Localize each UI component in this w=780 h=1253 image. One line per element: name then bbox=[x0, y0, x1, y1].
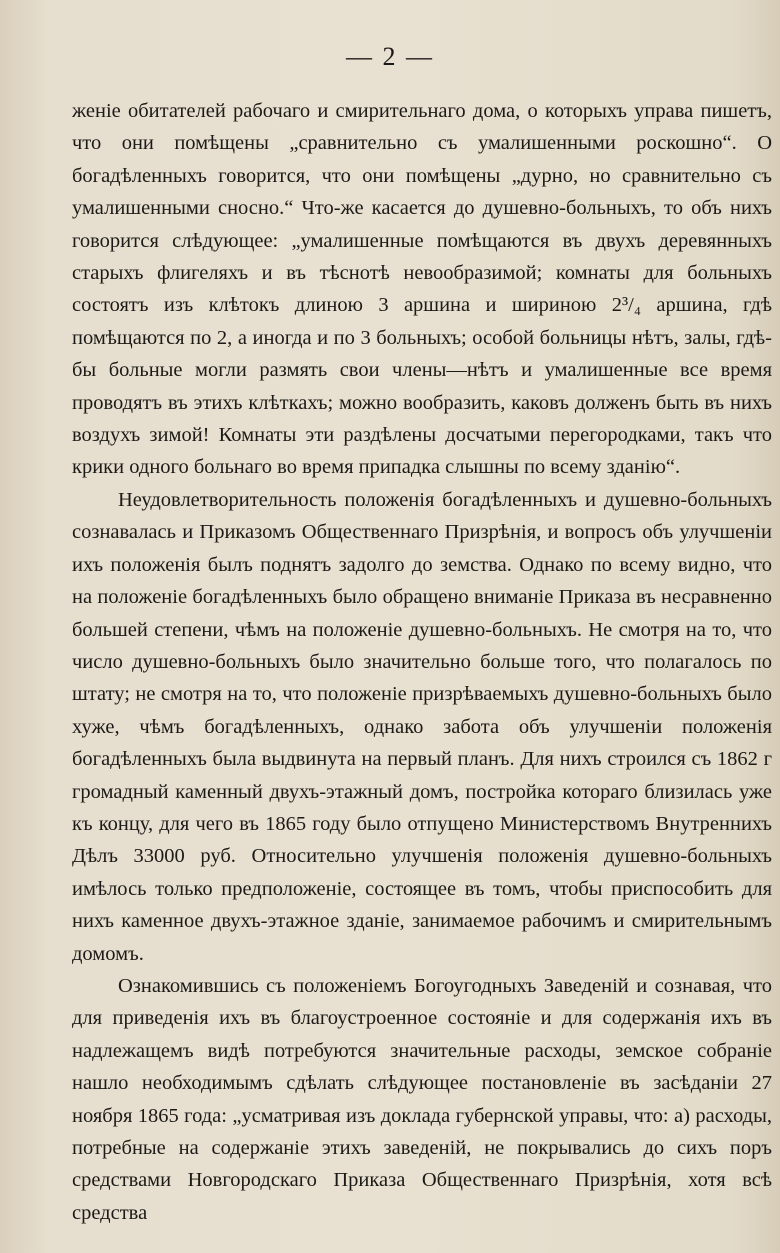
page-number: — 2 — bbox=[346, 42, 434, 71]
paragraph: Ознакомившись съ положеніемъ Богоугодныхъ Заведеній и сознавая, что для приведенія ихъ въ благоустроенное состояніе и для содержанія ихъ въ надлежащемъ видѣ потребуются значительные расходы, земское собраніе нашло необходимымъ сдѣлать слѣдующее постановленіе въ засѣданіи 27 ноября 1865 года: „усматривая изъ доклада губернской управы, что: а) расходы, потребные на содержаніе этихъ заведеній, не покрывались до сихъ поръ средствами Новгородскаго Приказа Общественнаго Призрѣнія, хотя всѣ средства bbox=[72, 974, 772, 1224]
paragraph: женіе обитателей рабочаго и смирительнаго дома, о которыхъ управа пишетъ, что они помѣщены „сравнительно съ умалишенными роскошно“. О богадѣленныхъ говорится, что они помѣщены „дурно, но сравнительно съ умалишенными сносно.“ Что-же касается до душевно-больныхъ, то объ нихъ говорится слѣдующее: „умалишенные помѣщаются въ двухъ деревянныхъ старыхъ флигеляхъ и въ тѣснотѣ невообразимой; комнаты для больныхъ состоятъ изъ клѣтокъ длиною 3 аршина и шириною 2³/₄ аршина, гдѣ помѣщаются по 2, а иногда и по 3 больныхъ; особой больницы нѣтъ, залы, гдѣ-бы больные могли размять свои члены—нѣтъ и умалишенные все время проводятъ въ этихъ клѣткахъ; можно вообразить, каковъ долженъ быть въ нихъ воздухъ зимой! Комнаты эти раздѣлены досчатыми перегородками, такъ что крики одного больнаго во время припадка слышны по всему зданію“. bbox=[72, 100, 772, 479]
paragraph: Неудовлетворительность положенія богадѣленныхъ и душевно-больныхъ сознавалась и Приказомъ Общественнаго Призрѣнія, и вопросъ объ улучшеніи ихъ положенія былъ поднятъ задолго до земства. Однако по всему видно, что на положеніе богадѣленныхъ было обращено вниманіе Приказа въ несравненно большей степени, чѣмъ на положеніе душевно-больныхъ. Не смотря на то, что число душевно-больныхъ было значительно больше того, что полагалось по штату; не смотря на то, что положеніе призрѣваемыхъ душевно-больныхъ было хуже, чѣмъ богадѣленныхъ, однако забота объ улучшеніи положенія богадѣленныхъ была выдвинута на первый планъ. Для нихъ строился съ 1862 г громадный каменный двухъ-этажный домъ, постройка котораго близилась уже къ концу, для чего въ 1865 году было отпущено Министерствомъ Внутреннихъ Дѣлъ 33000 руб. Относительно улучшенія положенія душевно-больныхъ имѣлось только предположеніе, состоящее въ томъ, чтобы приспособить для нихъ каменное двухъ-этажное зданіе, занимаемое рабочимъ и смирительнымъ домомъ. bbox=[72, 488, 772, 965]
body-text bbox=[72, 95, 772, 1229]
